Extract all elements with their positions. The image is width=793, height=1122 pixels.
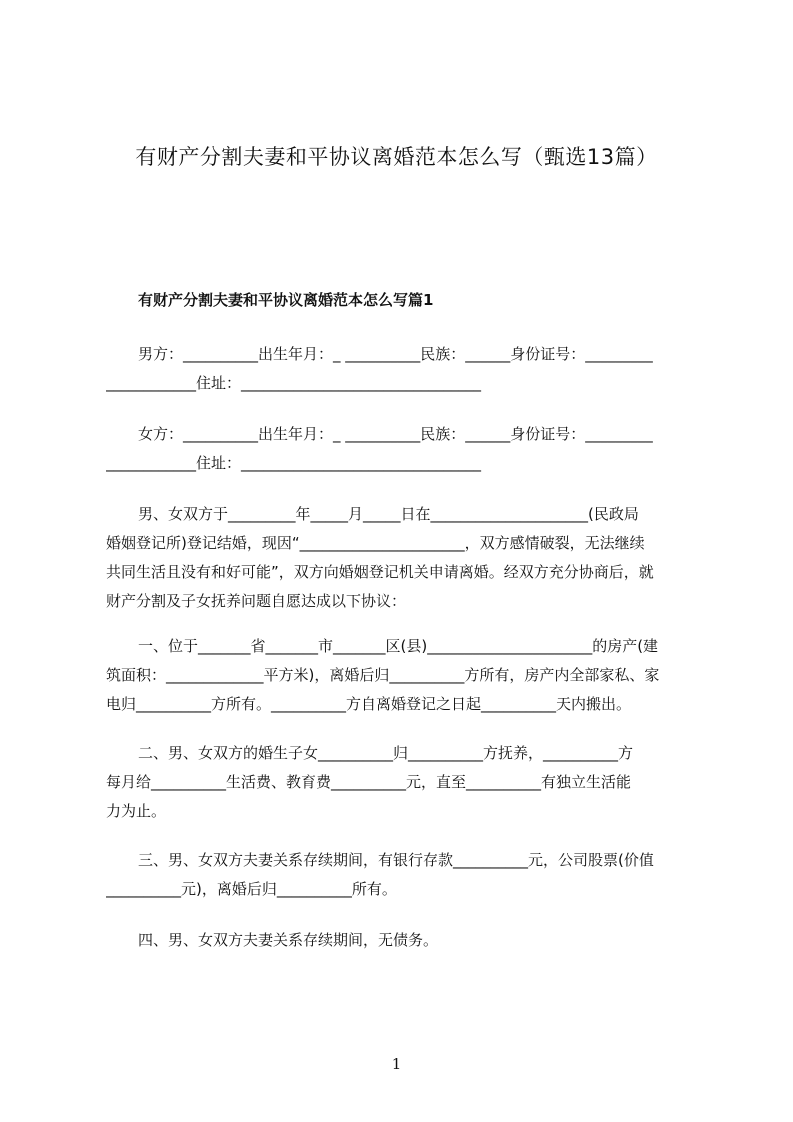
paragraph-line: __________元)，离婚后归__________所有。 [106,880,397,898]
male-party-info [106,340,702,398]
paragraph-line: 男方：__________出生年月：_ __________民族：______身份证号：_________ [138,345,653,363]
paragraph-line: 婚姻登记所)登记结婚，现因“______________________，双方感情破裂，无法继续 [106,534,645,552]
page-title: 有财产分割夫妻和平协议离婚范本怎么写（甄选13篇） [135,145,658,169]
paragraph-line: 力为止。 [106,802,167,820]
paragraph-line: 二、男、女双方的婚生子女__________归__________方抚养，__________方 [138,744,634,762]
section-title: 有财产分割夫妻和平协议离婚范本怎么写篇1 [138,291,434,309]
clause-1-property [106,632,702,719]
paragraph-line: ____________住址：________________________________ [106,454,482,472]
paragraph-line: 筑面积：_____________平方米)，离婚后归__________方所有，房产内全部家私、家 [106,666,660,684]
paragraph-line: 男、女双方于_________年_____月_____日在_____________________(民政局 [138,505,639,523]
paragraph-line: ____________住址：________________________________ [106,374,482,392]
page-number: 1 [391,1055,402,1073]
paragraph-line: 电归__________方所有。__________方自离婚登记之日起__________天内搬出。 [106,695,632,713]
paragraph-line: 一、位于_______省_______市_______区(县)______________________的房产(建 [138,637,659,655]
female-party-info [106,420,702,478]
paragraph-line: 共同生活且没有和好可能”，双方向婚姻登记机关申请离婚。经双方充分协商后，就 [106,563,654,581]
paragraph-line: 女方：__________出生年月：_ __________民族：______身份证号：_________ [138,425,653,443]
paragraph-line: 财产分割及子女抚养问题自愿达成以下协议： [106,592,407,610]
clause-4-debts [106,926,702,955]
paragraph-line: 三、男、女双方夫妻关系存续期间，有银行存款__________元，公司股票(价值 [138,851,654,869]
clause-2-children [106,739,702,826]
clause-3-savings [106,846,702,904]
paragraph-line: 每月给__________生活费、教育费__________元，直至__________有独立生活能 [106,773,632,791]
marriage-registration [106,500,702,616]
paragraph-line: 四、男、女双方夫妻关系存续期间，无债务。 [138,931,439,949]
